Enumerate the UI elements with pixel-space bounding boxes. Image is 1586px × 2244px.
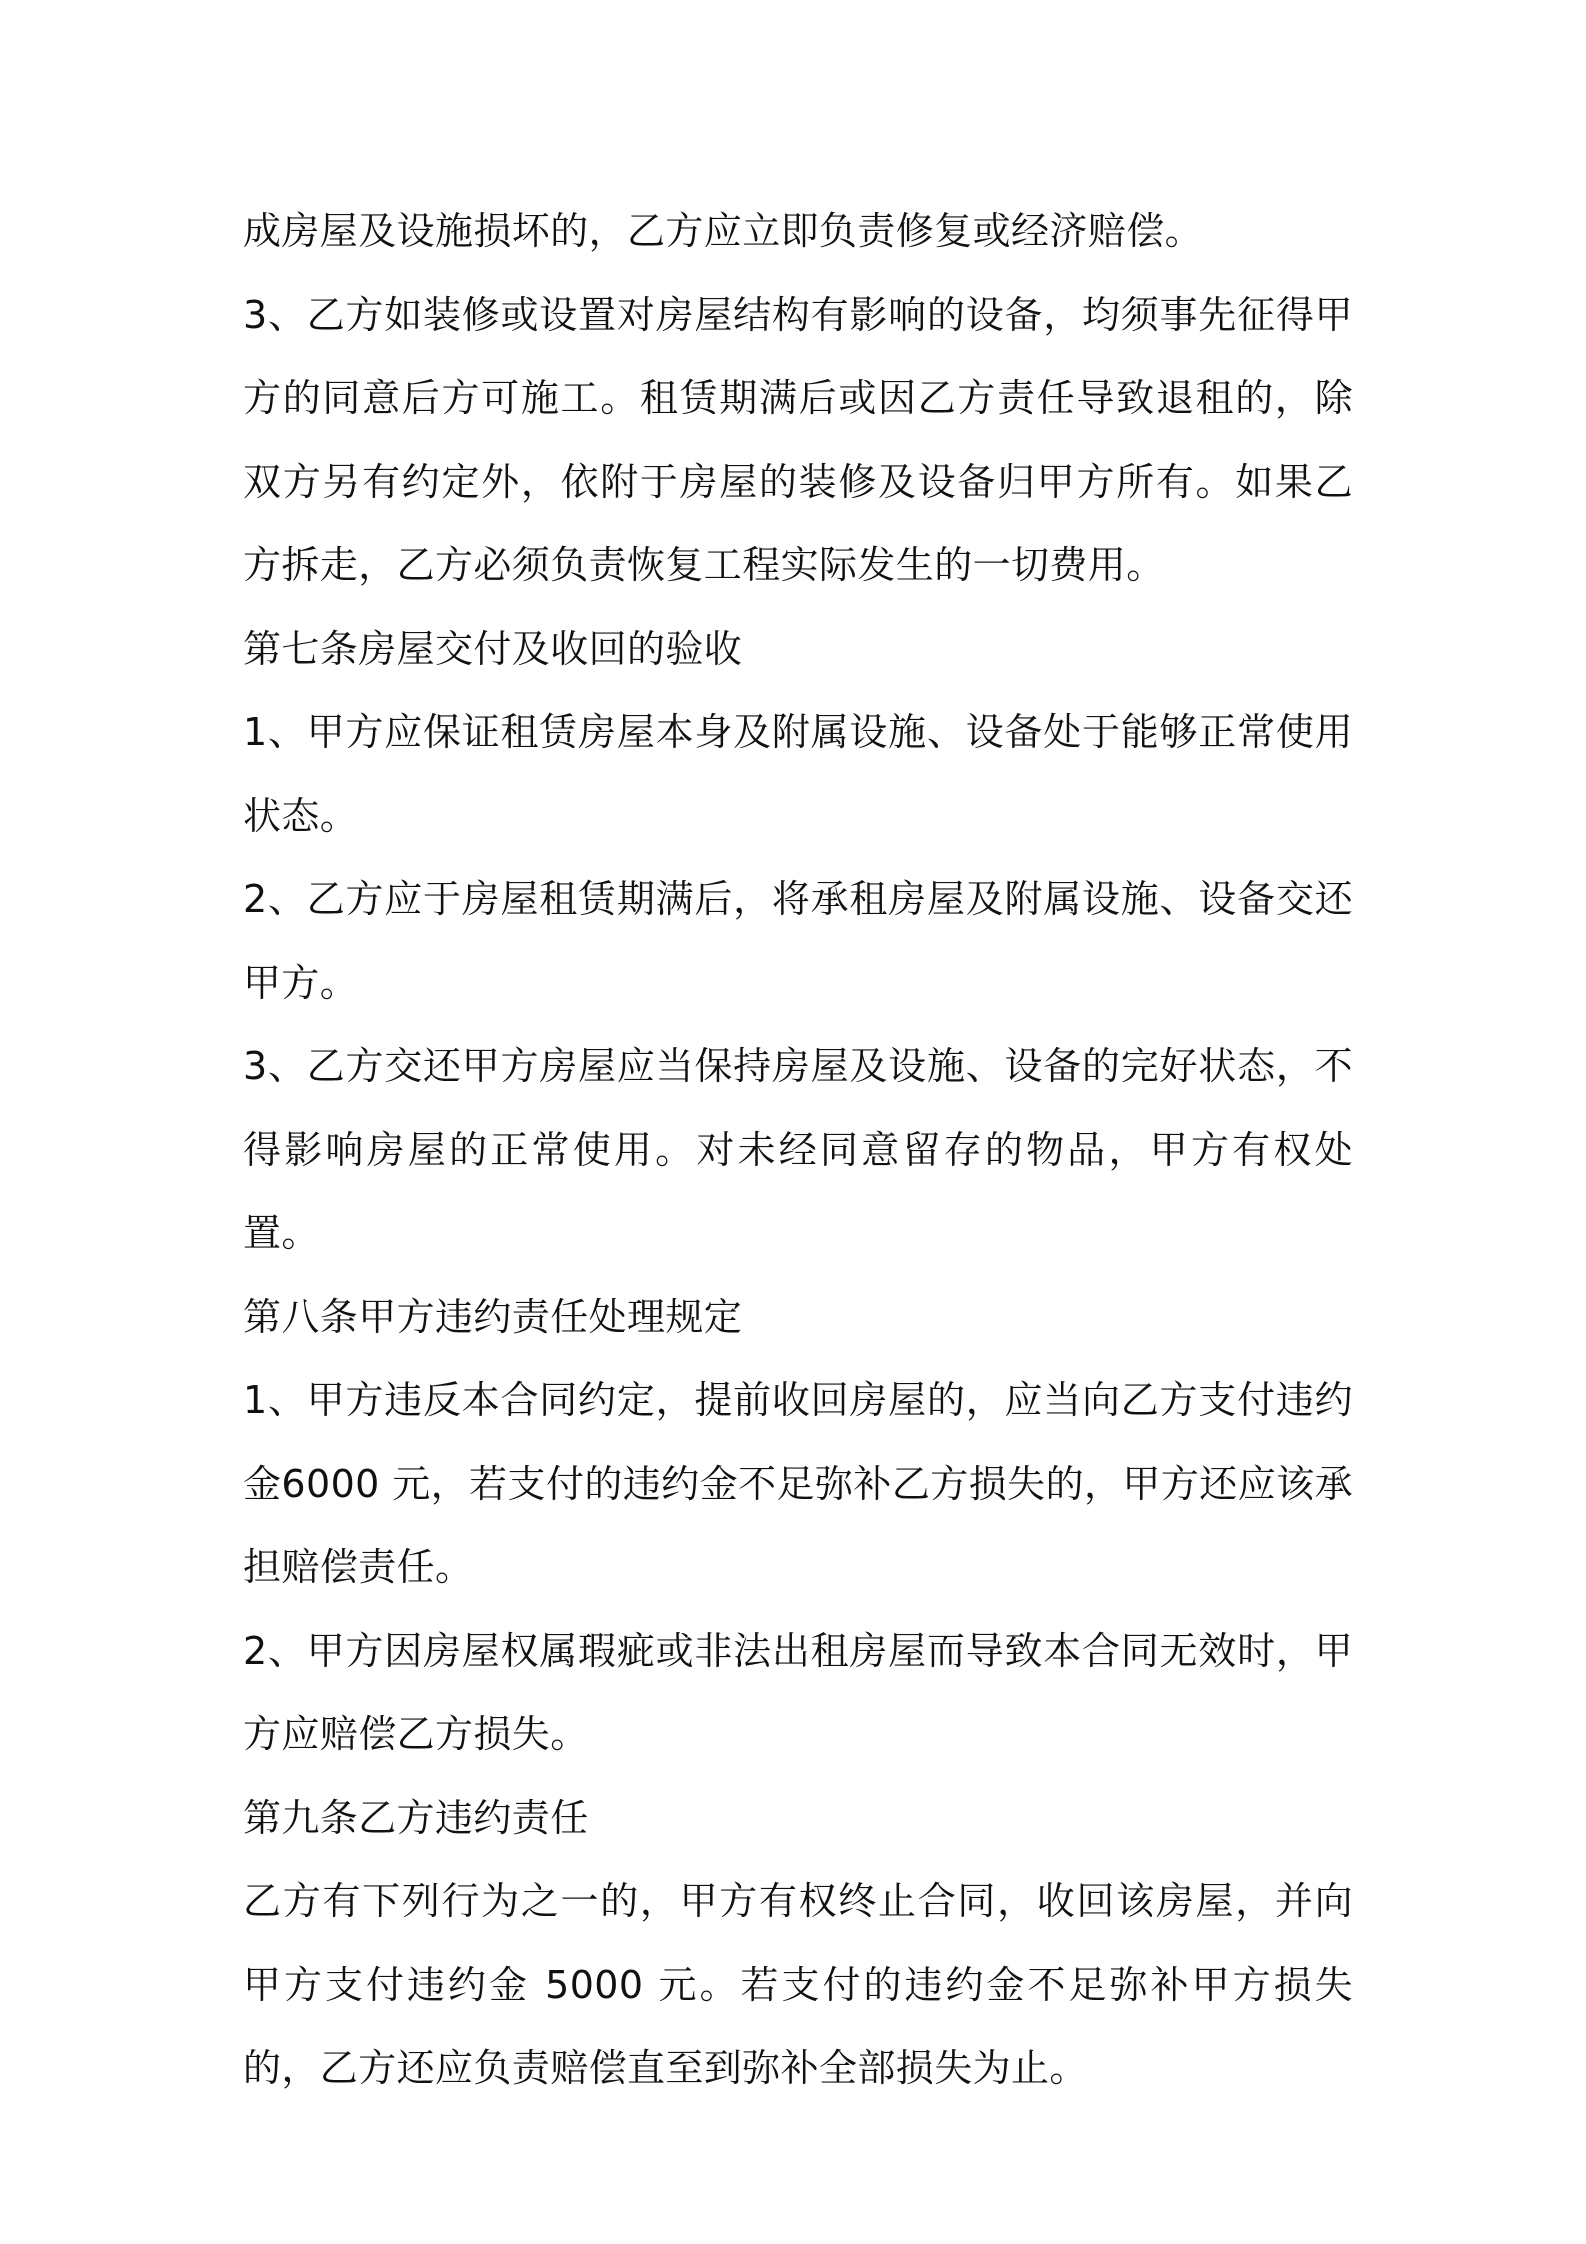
clause-7-item-3: 3、乙方交还甲方房屋应当保持房屋及设施、设备的完好状态，不得影响房屋的正常使用。对未经同意留存的物品，甲方有权处置。 [243,1044,1353,1255]
clause-8-item-2: 2、甲方因房屋权属瑕疵或非法出租房屋而导致本合同无效时，甲方应赔偿乙方损失。 [243,1628,1353,1756]
clause-7-item-2: 2、乙方应于房屋租赁期满后，将承租房屋及附属设施、设备交还甲方。 [243,877,1353,1005]
article-7-heading: 第七条房屋交付及收回的验收 [243,626,743,671]
paragraph-continuation: 成房屋及设施损坏的，乙方应立即负责修复或经济赔偿。 [243,209,1204,253]
clause-7-item-1: 1、甲方应保证租赁房屋本身及附属设施、设备处于能够正常使用状态。 [243,710,1353,838]
clause-6-item-3: 3、乙方如装修或设置对房屋结构有影响的设备，均须事先征得甲方的同意后方可施工。租赁期满后或因乙方责任导致退租的，除双方另有约定外，依附于房屋的装修及设备归甲方所有。如果乙方拆走，乙方必须负责恢复工程实际发生的一切费用。 [243,292,1353,587]
article-9-heading: 第九条乙方违约责任 [243,1795,589,1840]
clause-9-body: 乙方有下列行为之一的，甲方有权终止合同，收回该房屋，并向甲方支付违约金 5000 元。若支付的违约金不足弥补甲方损失的，乙方还应负责赔偿直至到弥补全部损失为止。 [243,1879,1353,2090]
article-8-heading: 第八条甲方违约责任处理规定 [243,1294,743,1339]
document-page [243,190,1353,2111]
clause-8-item-1: 1、甲方违反本合同约定，提前收回房屋的，应当向乙方支付违约金6000 元，若支付的违约金不足弥补乙方损失的，甲方还应该承担赔偿责任。 [243,1378,1353,1589]
